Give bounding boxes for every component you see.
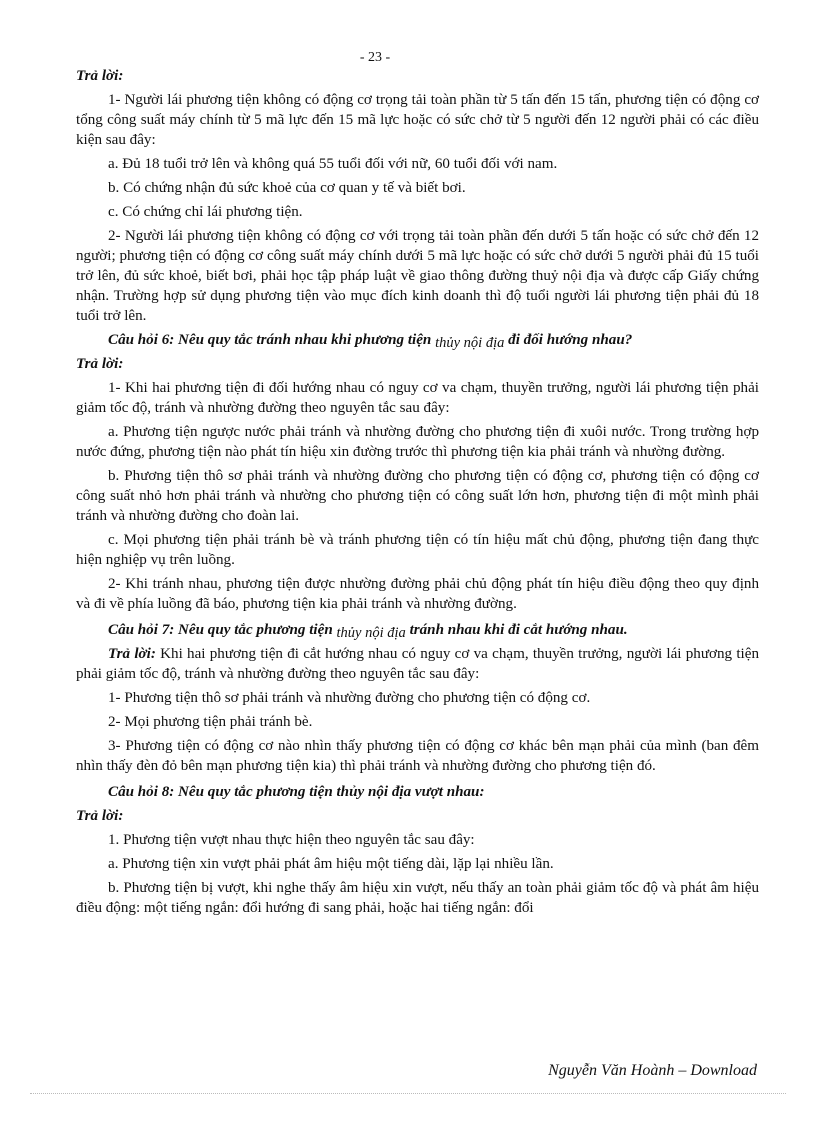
footer-author: Nguyễn Văn Hoành – Download [548, 1062, 757, 1079]
question-7 [76, 620, 759, 640]
question-6-part-2: thủy nội địa [435, 335, 505, 351]
question-6-part-3: đi đối hướng nhau? [508, 332, 633, 348]
answer-label: Trả lời: [76, 356, 124, 372]
paragraph: a. Đủ 18 tuổi trở lên và không quá 55 tuổi đối với nữ, 60 tuổi đối với nam. [108, 156, 558, 172]
paragraph [76, 644, 759, 684]
question-8: Câu hỏi 8: Nêu quy tắc phương tiện thủy nội địa vượt nhau: [108, 784, 485, 800]
paragraph: 1- Người lái phương tiện không có động cơ trọng tải toàn phần từ 5 tấn đến 15 tấn, phương tiện có động cơ tổng công suất máy chính từ 5 mã lực đến 15 mã lực hoặc có sức chở từ 5 người đến 12 người phải có các điều kiện sau đây: [76, 92, 759, 148]
question-6 [76, 330, 759, 350]
paragraph: b. Có chứng nhận đủ sức khoẻ của cơ quan y tế và biết bơi. [108, 180, 466, 196]
question-6-part-1: Câu hỏi 6: Nêu quy tắc tránh nhau khi phương tiện [108, 332, 432, 348]
paragraph: 1. Phương tiện vượt nhau thực hiện theo nguyên tắc sau đây: [108, 832, 475, 848]
page-number: - 23 - [359, 50, 391, 65]
page-content [76, 66, 759, 922]
paragraph: 2- Người lái phương tiện không có động cơ với trọng tải toàn phần đến dưới 5 tấn hoặc có sức chở đến 12 người; phương tiện có động cơ công suất máy chính dưới 5 mã lực hoặc có sức chở dưới 5 người phải đủ 15 tuổi trở lên, đủ sức khoẻ, biết bơi, phải học tập pháp luật về giao thông đường thuỷ nội địa và được cấp Giấy chứng nhận. Trường hợp sử dụng phương tiện vào mục đích kinh doanh thì độ tuổi người lái phương tiện phải đủ 18 tuổi trở lên. [76, 228, 759, 324]
paragraph: c. Mọi phương tiện phải tránh bè và tránh phương tiện có tín hiệu mất chủ động, phương tiện đang thực hiện nghiệp vụ trên luồng. [76, 532, 759, 568]
list-item: 2- Mọi phương tiện phải tránh bè. [108, 714, 313, 730]
answer-label: Trả lời: [76, 68, 124, 84]
paragraph: b. Phương tiện bị vượt, khi nghe thấy âm hiệu xin vượt, nếu thấy an toàn phải giảm tốc độ và phát âm hiệu điều động: một tiếng ngắn: đổi hướng đi sang phải, hoặc hai tiếng ngắn: đổi [76, 880, 759, 916]
paragraph: 2- Khi tránh nhau, phương tiện được nhường đường phải chủ động phát tín hiệu điều động theo quy định và đi về phía luồng đã báo, phương tiện kia phải tránh và nhường đường. [76, 576, 759, 612]
page-bottom-divider [30, 1093, 786, 1094]
question-7-part-2: thủy nội địa [336, 625, 406, 641]
answer-label-inline: Trả lời: [108, 646, 156, 662]
paragraph: a. Phương tiện ngược nước phải tránh và nhường đường cho phương tiện đi xuôi nước. Trong trường hợp nước đứng, phương tiện nào phát tín hiệu xin đường trước thì phương tiện kia phải tránh và nhường đường. [76, 424, 759, 460]
answer-text: Khi hai phương tiện đi cắt hướng nhau có nguy cơ va chạm, thuyền trưởng, người lái phương tiện phải giảm tốc độ, tránh và nhường đường theo nguyên tắc sau đây: [76, 646, 759, 682]
list-item: 3- Phương tiện có động cơ nào nhìn thấy phương tiện có động cơ khác bên mạn phải của mình (ban đêm nhìn thấy đèn đỏ bên mạn phương tiện kia) thì phải tránh và nhường đường cho phương tiện đó. [76, 738, 759, 774]
question-7-part-3: tránh nhau khi đi cắt hướng nhau. [409, 622, 628, 638]
paragraph: 1- Khi hai phương tiện đi đối hướng nhau có nguy cơ va chạm, thuyền trưởng, người lái phương tiện phải giảm tốc độ, tránh và nhường đường theo nguyên tắc sau đây: [76, 380, 759, 416]
paragraph: b. Phương tiện thô sơ phải tránh và nhường đường cho phương tiện có động cơ, phương tiện có động cơ công suất nhỏ hơn phải tránh và nhường cho phương tiện có công suất lớn hơn, phương tiện đi một mình phải tránh và nhường đường cho đoàn lai. [76, 468, 759, 524]
answer-label: Trả lời: [76, 808, 124, 824]
paragraph: c. Có chứng chỉ lái phương tiện. [108, 204, 303, 220]
question-7-part-1: Câu hỏi 7: Nêu quy tắc phương tiện [108, 622, 333, 638]
list-item: 1- Phương tiện thô sơ phải tránh và nhường đường cho phương tiện có động cơ. [108, 690, 591, 706]
paragraph: a. Phương tiện xin vượt phải phát âm hiệu một tiếng dài, lặp lại nhiều lần. [108, 856, 554, 872]
